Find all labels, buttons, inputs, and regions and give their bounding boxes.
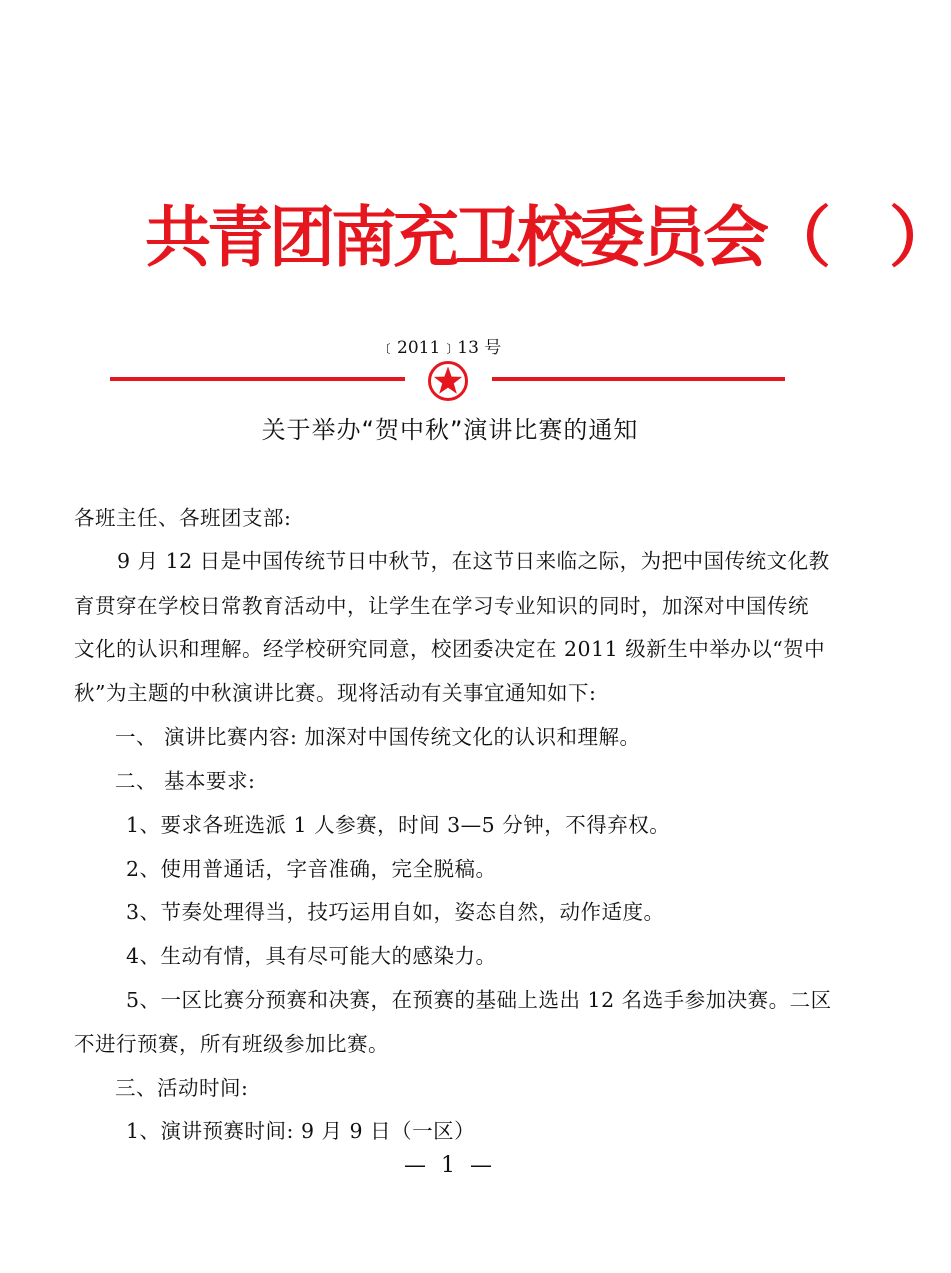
intro-line-1: 9 月 12 日是中国传统节日中秋节，在这节日来临之际，为把中国传统文化教 — [117, 549, 830, 573]
section-time-heading: 三、活动时间: — [115, 1076, 249, 1100]
organization-paren-close: ） — [889, 199, 951, 276]
notice-title: 关于举办“贺中秋”演讲比赛的通知 — [261, 416, 639, 444]
time-item-1: 1、演讲预赛时间: 9 月 9 日（一区） — [126, 1119, 476, 1143]
organization-header — [145, 188, 951, 288]
requirement-item-3: 3、节奏处理得当，技巧运用自如，姿态自然，动作适度。 — [126, 900, 665, 924]
requirement-item-2: 2、使用普通话，字音准确，完全脱稿。 — [126, 857, 497, 881]
requirement-item-1: 1、要求各班选派 1 人参赛，时间 3—5 分钟，不得弃权。 — [126, 813, 671, 837]
section-requirements-heading: 二、 基本要求: — [115, 769, 256, 793]
red-rule-right — [492, 377, 785, 381]
requirement-item-5-continued: 不进行预赛，所有班级参加比赛。 — [74, 1032, 389, 1056]
red-rule-left — [110, 377, 405, 381]
star-emblem-icon — [427, 360, 469, 402]
salutation: 各班主任、各班团支部: — [74, 506, 292, 530]
requirement-item-5: 5、一区比赛分预赛和决赛，在预赛的基础上选出 12 名选手参加决赛。二区 — [126, 988, 832, 1012]
organization-paren-open: （ — [765, 199, 827, 276]
section-content: 一、 演讲比赛内容: 加深对中国传统文化的认识和理解。 — [115, 725, 641, 749]
intro-line-3: 文化的认识和理解。经学校研究同意，校团委决定在 2011 级新生中举办以“贺中 — [74, 637, 826, 661]
organization-name: 共青团南充卫校委员会 — [145, 199, 765, 276]
document-number: ﹝2011﹞13 号 — [380, 338, 502, 358]
page-number: — 1 — — [404, 1153, 496, 1178]
intro-line-2: 育贯穿在学校日常教育活动中，让学生在学习专业知识的同时，加深对中国传统 — [74, 594, 809, 618]
intro-line-4: 秋”为主题的中秋演讲比赛。现将活动有关事宜通知如下: — [74, 681, 597, 705]
requirement-item-4: 4、生动有情，具有尽可能大的感染力。 — [126, 944, 497, 968]
